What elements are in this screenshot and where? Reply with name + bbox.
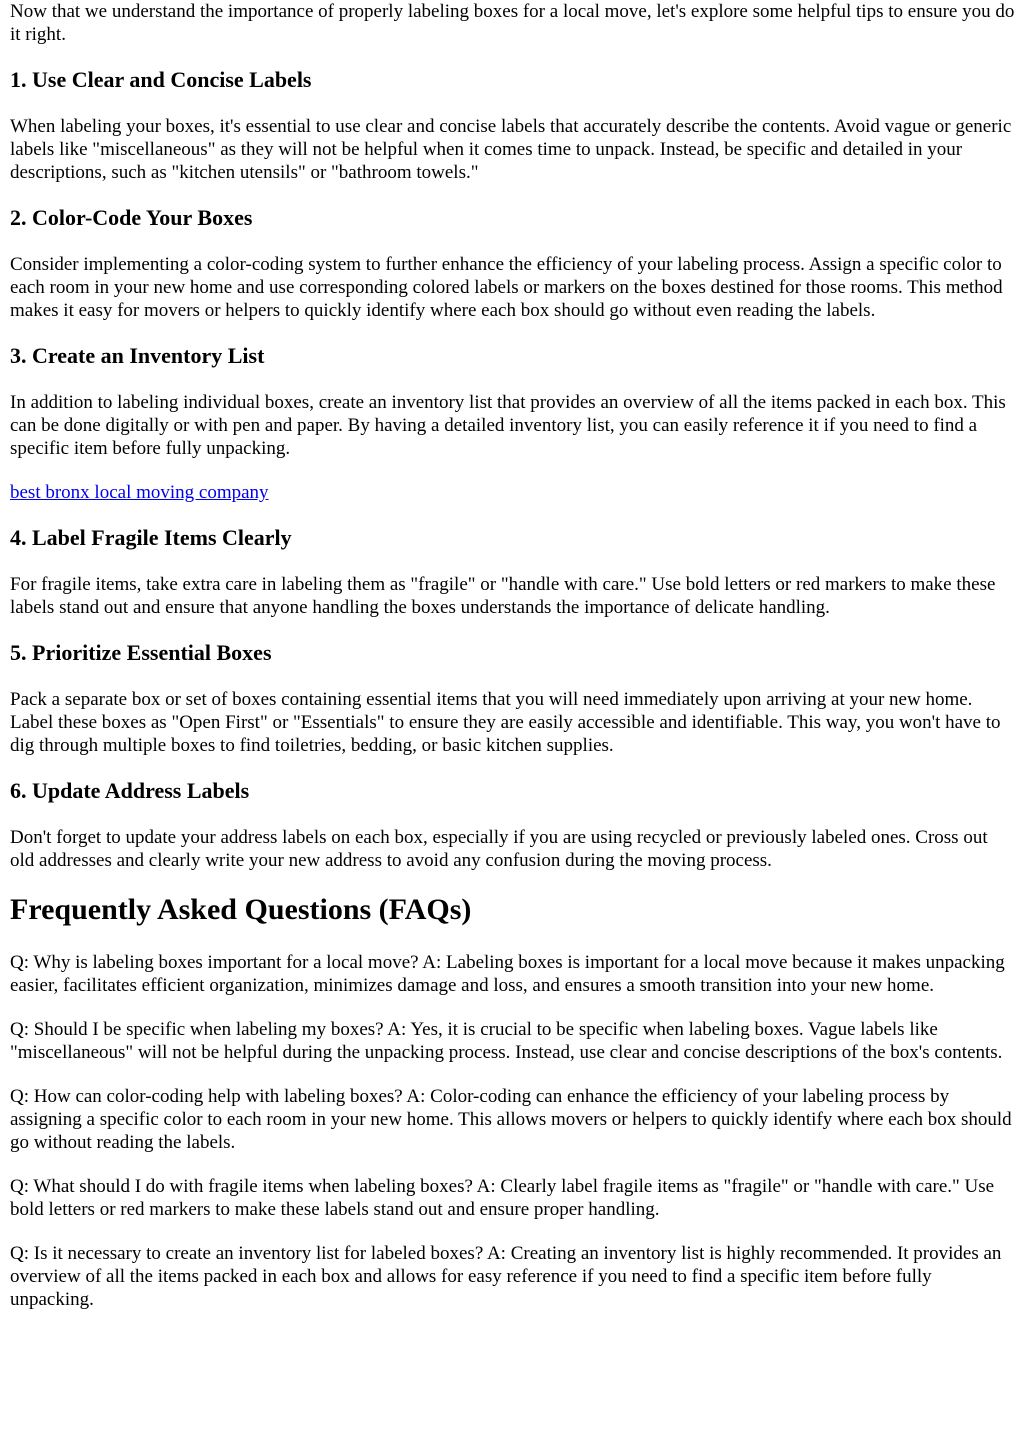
section-heading-essential-boxes: 5. Prioritize Essential Boxes <box>10 640 272 665</box>
intro-paragraph: Now that we understand the importance of properly labeling boxes for a local move, let's explore some helpful tips to ensure you do it right. <box>10 1 1015 45</box>
faq-item: Q: What should I do with fragile items when labeling boxes? A: Clearly label fragile items as "fragile" or "handle with care." Use bold letters or red markers to make these labels stand out and ensure proper handling. <box>10 1176 995 1220</box>
faq-list <box>10 951 1015 1311</box>
faq-item: Q: Should I be specific when labeling my boxes? A: Yes, it is crucial to be specific when labeling boxes. Vague labels like "miscellaneous" will not be helpful during the unpacking process. Instead, use clear and concise descriptions of the box's contents. <box>10 1019 1003 1063</box>
section-heading-inventory-list: 3. Create an Inventory List <box>10 343 265 368</box>
section-heading-address-labels: 6. Update Address Labels <box>10 778 250 803</box>
link-paragraph <box>10 481 1015 504</box>
faq-item: Q: How can color-coding help with labeling boxes? A: Color-coding can enhance the efficiency of your labeling process by assigning a specific color to each room in your new home. This allows movers or helpers to quickly identify where each box should go without reading the labels. <box>10 1086 1012 1153</box>
section-body-clear-labels: When labeling your boxes, it's essential to use clear and concise labels that accurately describe the contents. Avoid vague or generic labels like "miscellaneous" as they will not be helpful when it comes time to unpack. Instead, be specific and detailed in your descriptions, such as "kitchen utensils" or "bathroom towels." <box>10 116 1012 183</box>
section-body-inventory-list: In addition to labeling individual boxes, create an inventory list that provides an overview of all the items packed in each box. This can be done digitally or with pen and paper. By having a detailed inventory list, you can easily reference it if you need to find a specific item before fully unpacking. <box>10 392 1006 459</box>
section-heading-clear-labels: 1. Use Clear and Concise Labels <box>10 67 312 92</box>
section-body-essential-boxes: Pack a separate box or set of boxes containing essential items that you will need immediately upon arriving at your new home. Label these boxes as "Open First" or "Essentials" to ensure they are easily accessible and identifiable. This way, you won't have to dig through multiple boxes to find toiletries, bedding, or basic kitchen supplies. <box>10 689 1001 756</box>
faq-item: Q: Is it necessary to create an inventory list for labeled boxes? A: Creating an inventory list is highly recommended. It provides an overview of all the items packed in each box and allows for easy reference if you need to find a specific item before fully unpacking. <box>10 1243 1002 1310</box>
section-body-fragile-items: For fragile items, take extra care in labeling them as "fragile" or "handle with care." Use bold letters or red markers to make these labels stand out and ensure that anyone handling the boxes understands the importance of delicate handling. <box>10 574 996 618</box>
section-heading-color-code: 2. Color-Code Your Boxes <box>10 205 253 230</box>
faq-item: Q: Why is labeling boxes important for a local move? A: Labeling boxes is important for a local move because it makes unpacking easier, facilitates efficient organization, minimizes damage and loss, and ensures a smooth transition into your new home. <box>10 952 1005 996</box>
section-body-color-code: Consider implementing a color-coding system to further enhance the efficiency of your labeling process. Assign a specific color to each room in your new home and use corresponding colored labels or markers on the boxes destined for those rooms. This method makes it easy for movers or helpers to quickly identify where each box should go without even reading the labels. <box>10 254 1003 321</box>
faq-heading: Frequently Asked Questions (FAQs) <box>10 893 472 926</box>
section-heading-fragile-items: 4. Label Fragile Items Clearly <box>10 525 292 550</box>
section-body-address-labels: Don't forget to update your address labels on each box, especially if you are using recycled or previously labeled ones. Cross out old addresses and clearly write your new address to avoid any confusion during the moving process. <box>10 827 988 871</box>
moving-company-link[interactable]: best bronx local moving company <box>10 482 269 503</box>
